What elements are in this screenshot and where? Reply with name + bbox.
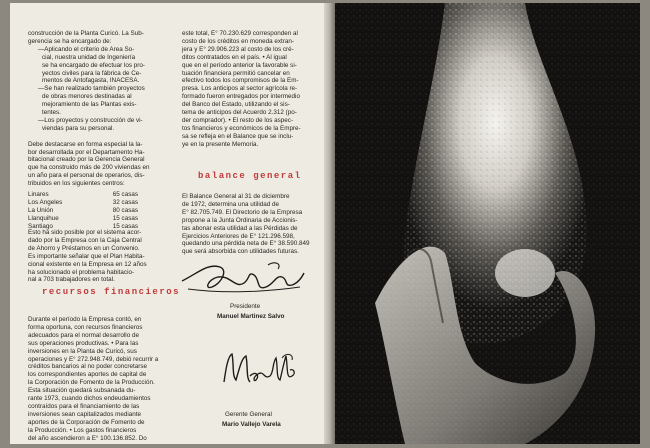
text-line: efectivo todos los compromisos de la Em- [182, 77, 299, 85]
text-line: de obras menores destinadas al [42, 93, 132, 101]
text-line: viendas para su personal. [42, 124, 115, 132]
text-line: de 1972, determina una utilidad de [182, 200, 279, 208]
text-line: costo de los créditos en moneda extran- [182, 37, 295, 45]
text-block-engineering [28, 30, 149, 188]
heading-recursos-financieros: recursos financieros [42, 287, 181, 297]
president-name: Manuel Martinez Salvo [217, 313, 285, 320]
text-line: yectos civiles para la fábrica de Ce- [42, 69, 142, 77]
text-line: que en el período anterior la favorable si- [182, 61, 297, 69]
text-line: cial, nuestra unidad de Ingeniería [42, 53, 136, 61]
text-line: Esto ha sido posible por el sistema acor- [28, 229, 142, 236]
text-line: nal a 703 trabajadores en total. [28, 276, 115, 284]
text-block-housing [28, 229, 147, 284]
text-line: propone a la Junta Ordinaria de Accionis- [182, 216, 298, 224]
salt-hands-photo [335, 3, 640, 444]
text-line: contraídos para el financiamiento de las [28, 402, 140, 410]
text-line: ye en la presente Memoria. [182, 140, 259, 148]
text-line: que será absorbida con utilidades futuras. [182, 248, 299, 256]
text-line: Es importante señalar que el Plan Habita- [28, 252, 145, 260]
text-line: formado fueron entregados por intermedio [182, 93, 300, 101]
text-block-finance-cont [182, 30, 301, 149]
text-line: rante 1973, cuando dichos endeudamientos [28, 395, 151, 403]
text-line: —Los proyectos y construcción de vi- [38, 116, 143, 124]
text-line: bor desarrollada por el Departamento Ha- [28, 148, 145, 156]
text-line: aportes de la Corporación de Fomento de [28, 418, 145, 426]
manager-name: Mario Vallejo Varela [222, 421, 281, 428]
text-line: —Aplicando el criterio de Area So- [38, 45, 135, 53]
president-title: Presidente [230, 303, 261, 310]
text-line: del Banco del Estado, utilizando el sis- [182, 101, 290, 109]
heading-balance-general: balance general [198, 171, 302, 181]
text-line: del año ascendieron a E° 100.136.852. Do [28, 434, 147, 442]
text-line: un año para el personal de operarios, dis- [28, 172, 145, 180]
text-line: ditos contratados en el país. • Al igual [182, 53, 287, 61]
text-line: que ha construido más de 200 viviendas en [28, 164, 150, 172]
text-line: tema de anticipos del Acuerdo 2.312 (po- [182, 109, 297, 117]
text-line: inversiones en la Planta de Curicó, sus [28, 347, 137, 355]
text-block-balance [182, 193, 310, 256]
text-line: ha solucionado el problema habitacio- [28, 268, 135, 276]
housing-table [28, 191, 138, 231]
president-signature [178, 253, 308, 303]
text-line: inversiones sean capitalizados mediante [28, 410, 142, 418]
text-line: forma oportuna, con recursos financieros [28, 323, 143, 331]
manager-signature [220, 346, 300, 396]
text-line: tribuidos en los siguientes centros: [28, 180, 125, 188]
manager-title: Gerente General [225, 411, 272, 418]
table-row: Llanquihue 15 casas [28, 214, 138, 222]
table-row: Linares 65 casas [28, 191, 138, 198]
booklet-spread [10, 3, 640, 444]
text-line: El Balance General al 31 de diciembre [182, 193, 290, 200]
table-row: La Unión 80 casas [28, 206, 138, 214]
text-line: este total, E° 70.230.629 corresponden al [182, 30, 298, 37]
text-block-finance [28, 316, 158, 443]
text-line: —Se han realizado también proyectos [38, 85, 145, 93]
text-line: jera y E° 29.906.223 al costo de los cré- [182, 45, 294, 53]
text-line: construcción de la Planta Curicó. La Sub- [28, 30, 144, 37]
text-line: dado por la Empresa con la Caja Central [28, 236, 142, 244]
table-row: Los Angeles 32 casas [28, 198, 138, 206]
text-line: de Ahorro y Préstamos en un Convenio. [28, 244, 140, 252]
text-line: tentes. [42, 109, 61, 117]
table-row: Santiago 15 casas [28, 222, 138, 230]
photo-illustration [335, 3, 640, 444]
text-line: la Producción. • Los gastos financieros [28, 426, 137, 434]
text-line: quedando una pérdida neta de E° 38.590.849 [182, 240, 310, 248]
text-line: bitacional creado por la Gerencia General [28, 156, 145, 164]
text-line: Ejercicios Anteriores de E° 121.296.598, [182, 232, 295, 240]
left-page [10, 3, 326, 444]
text-line: Esta situación quedará subsanada du- [28, 387, 136, 395]
text-line: créditos bancarios al no poder concretarse [28, 363, 148, 371]
text-line: adecuados para el normal desarrollo de [28, 331, 139, 339]
text-line: los correspondientes aportes de capital de [28, 371, 147, 379]
text-line: sa se refleja en el Balance que se inclu- [182, 132, 294, 140]
text-line: tos financieros y económicos de la Empre- [182, 124, 301, 132]
text-line: tuación financiera permitió cancelar en [182, 69, 290, 77]
text-line: der comprador). • El resto de los aspec- [182, 116, 294, 124]
text-line: la Corporación de Fomento de la Producción. [28, 379, 155, 387]
text-line: gerencia se ha encargado de: [28, 37, 112, 45]
text-line: mejoramiento de las Plantas exis- [42, 101, 137, 109]
text-line: Durante el período la Empresa contó, en [28, 316, 142, 323]
text-line: operaciones y E° 272.948.749, debió recurrir a [28, 355, 159, 363]
text-line: Debe destacarse en forma especial la la- [28, 140, 143, 148]
text-line: mentos de Antofagasta, INACESA. [42, 77, 140, 85]
text-line: se ha encargado de efectuar los pro- [42, 61, 145, 69]
text-line: E° 82.705.749. El Directorio de la Empresa [182, 208, 303, 216]
text-line: presa. Los anticipos al sector agrícola re- [182, 85, 298, 93]
text-line: cional existente en la Empresa en 12 años [28, 260, 147, 268]
text-line: sus operaciones productivas. • Para las [28, 339, 139, 347]
text-line: tas abonar esta utilidad a las Pérdidas de [182, 224, 298, 232]
